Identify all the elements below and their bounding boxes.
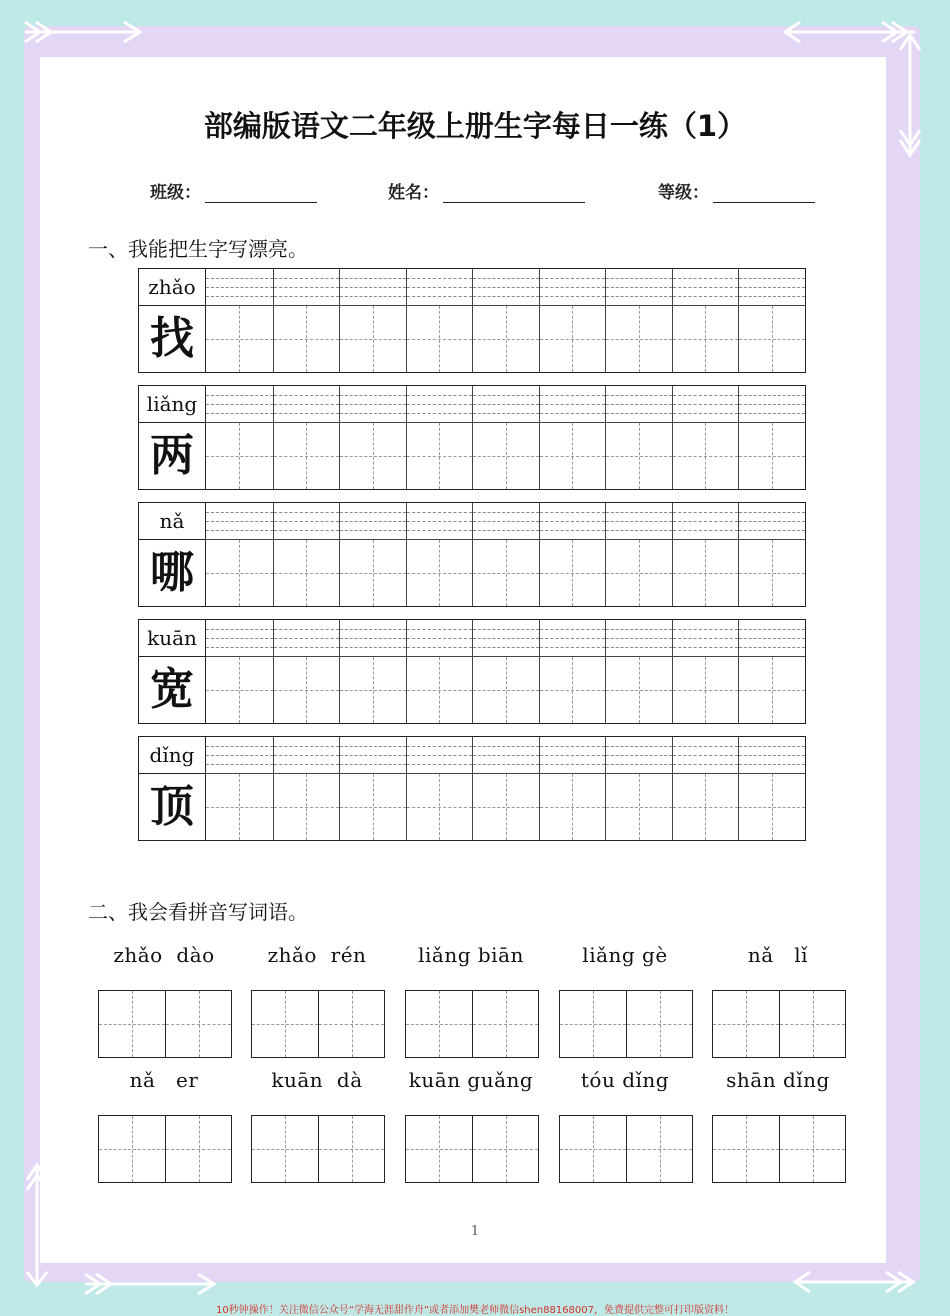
word-char-cell[interactable] xyxy=(318,1116,384,1182)
word-writing-box xyxy=(712,990,846,1058)
word-char-cell[interactable] xyxy=(560,991,626,1057)
section-two-heading: 二、我会看拼音写词语。 xyxy=(88,900,308,924)
hanzi-writing-cell[interactable] xyxy=(472,422,539,489)
pinyin-writing-cell[interactable] xyxy=(339,620,406,656)
hanzi-writing-cell[interactable] xyxy=(672,773,739,840)
model-char-box xyxy=(139,503,206,606)
hanzi-writing-cell[interactable] xyxy=(339,773,406,840)
pinyin-writing-cell[interactable] xyxy=(339,269,406,305)
word-pinyin: kuān dà xyxy=(271,1068,363,1092)
hanzi-writing-cell[interactable] xyxy=(206,539,273,606)
hanzi-writing-cell[interactable] xyxy=(472,539,539,606)
hanzi-writing-cell[interactable] xyxy=(672,422,739,489)
char-hanzi: 两 xyxy=(150,430,194,481)
pinyin-writing-cell[interactable] xyxy=(472,269,539,305)
hanzi-writing-cell[interactable] xyxy=(206,422,273,489)
pinyin-writing-cell[interactable] xyxy=(406,737,473,773)
pinyin-writing-cell[interactable] xyxy=(406,503,473,539)
hanzi-writing-cell[interactable] xyxy=(206,773,273,840)
hanzi-writing-cell[interactable] xyxy=(406,773,473,840)
writing-cells xyxy=(206,269,805,372)
pinyin-writing-cell[interactable] xyxy=(672,620,739,656)
hanzi-writing-cell[interactable] xyxy=(605,422,672,489)
hanzi-writing-cell[interactable] xyxy=(472,656,539,723)
pinyin-writing-cell[interactable] xyxy=(339,503,406,539)
hanzi-writing-cell[interactable] xyxy=(738,422,805,489)
practice-row xyxy=(138,736,806,841)
class-blank[interactable] xyxy=(205,184,317,203)
pinyin-writing-cell[interactable] xyxy=(738,269,805,305)
hanzi-writing-cell[interactable] xyxy=(339,656,406,723)
pinyin-writing-cell[interactable] xyxy=(738,386,805,422)
hanzi-writing-cell[interactable] xyxy=(738,539,805,606)
pinyin-writing-cell[interactable] xyxy=(605,386,672,422)
word-char-cell[interactable] xyxy=(626,1116,692,1182)
pinyin-writing-cell[interactable] xyxy=(605,503,672,539)
pinyin-writing-cell[interactable] xyxy=(672,737,739,773)
word-writing-box xyxy=(559,1115,693,1183)
pinyin-writing-cell[interactable] xyxy=(339,386,406,422)
char-hanzi: 宽 xyxy=(150,664,194,715)
hanzi-writing-cell[interactable] xyxy=(605,773,672,840)
hanzi-writing-cell[interactable] xyxy=(605,656,672,723)
word-pinyin: zhǎo dào xyxy=(113,943,215,967)
pinyin-writing-cell[interactable] xyxy=(738,503,805,539)
word-writing-box xyxy=(712,1115,846,1183)
word-char-cell[interactable] xyxy=(252,1116,318,1182)
pinyin-writing-cell[interactable] xyxy=(406,386,473,422)
hanzi-writing-cell[interactable] xyxy=(273,305,340,372)
arrow-decoration-icon xyxy=(80,1270,220,1298)
hanzi-writing-cell[interactable] xyxy=(472,773,539,840)
pinyin-writing-cell[interactable] xyxy=(539,737,606,773)
name-field xyxy=(388,178,585,203)
hanzi-writing-cell[interactable] xyxy=(539,656,606,723)
word-writing-box xyxy=(98,1115,232,1183)
pinyin-writing-cell[interactable] xyxy=(406,269,473,305)
pinyin-writing-cell[interactable] xyxy=(738,737,805,773)
pinyin-writing-cell[interactable] xyxy=(605,737,672,773)
word-char-cell[interactable] xyxy=(165,1116,231,1182)
word-writing-box xyxy=(405,1115,539,1183)
hanzi-writing-cell[interactable] xyxy=(605,539,672,606)
pinyin-writing-cell[interactable] xyxy=(672,386,739,422)
pinyin-writing-cell[interactable] xyxy=(273,737,340,773)
model-char-box xyxy=(139,620,206,723)
page-title: 部编版语文二年级上册生字每日一练（1） xyxy=(203,109,747,143)
word-pinyin: liǎng gè xyxy=(582,943,668,967)
pinyin-writing-cell[interactable] xyxy=(406,620,473,656)
pinyin-writing-cell[interactable] xyxy=(273,269,340,305)
pinyin-writing-cell[interactable] xyxy=(472,737,539,773)
pinyin-writing-cell[interactable] xyxy=(206,620,273,656)
word-char-cell[interactable] xyxy=(99,991,165,1057)
pinyin-writing-cell[interactable] xyxy=(539,503,606,539)
word-pinyin: nǎ lǐ xyxy=(747,943,809,967)
char-pinyin: liǎng xyxy=(139,386,205,423)
hanzi-writing-cell[interactable] xyxy=(339,539,406,606)
char-pinyin: kuān xyxy=(139,620,205,657)
hanzi-writing-cell[interactable] xyxy=(605,305,672,372)
class-label: 班级： xyxy=(150,183,201,203)
grade-field xyxy=(658,178,815,203)
pinyin-writing-cell[interactable] xyxy=(206,503,273,539)
char-pinyin: dǐng xyxy=(139,737,205,774)
hanzi-writing-cell[interactable] xyxy=(206,656,273,723)
word-char-cell[interactable] xyxy=(472,991,538,1057)
pinyin-writing-cell[interactable] xyxy=(206,269,273,305)
word-char-cell[interactable] xyxy=(472,1116,538,1182)
section-one-heading: 一、我能把生字写漂亮。 xyxy=(88,237,308,261)
char-pinyin: zhǎo xyxy=(139,269,205,306)
word-pinyin: liǎng biān xyxy=(418,943,524,967)
word-char-cell[interactable] xyxy=(165,991,231,1057)
hanzi-writing-cell[interactable] xyxy=(406,305,473,372)
word-char-cell[interactable] xyxy=(713,991,779,1057)
char-pinyin: nǎ xyxy=(139,503,205,540)
word-char-cell[interactable] xyxy=(626,991,692,1057)
class-field xyxy=(150,178,317,203)
hanzi-writing-cell[interactable] xyxy=(339,422,406,489)
arrow-decoration-icon xyxy=(790,1266,920,1298)
practice-row xyxy=(138,385,806,490)
hanzi-writing-cell[interactable] xyxy=(539,305,606,372)
model-char-box xyxy=(139,386,206,489)
hanzi-writing-cell[interactable] xyxy=(738,305,805,372)
pinyin-writing-cell[interactable] xyxy=(472,620,539,656)
pinyin-writing-cell[interactable] xyxy=(539,386,606,422)
char-hanzi: 哪 xyxy=(150,547,194,598)
word-writing-box xyxy=(405,990,539,1058)
writing-cells xyxy=(206,503,805,606)
char-hanzi: 找 xyxy=(150,313,194,364)
hanzi-writing-cell[interactable] xyxy=(539,422,606,489)
word-pinyin: zhǎo rén xyxy=(267,943,367,967)
hanzi-writing-cell[interactable] xyxy=(339,305,406,372)
word-pinyin: kuān guǎng xyxy=(408,1068,534,1092)
hanzi-writing-cell[interactable] xyxy=(539,539,606,606)
word-writing-box xyxy=(251,1115,385,1183)
name-blank[interactable] xyxy=(443,184,585,203)
word-char-cell[interactable] xyxy=(318,991,384,1057)
page-number: 1 xyxy=(470,1224,480,1239)
hanzi-writing-cell[interactable] xyxy=(273,656,340,723)
pinyin-writing-cell[interactable] xyxy=(605,620,672,656)
arrow-decoration-icon xyxy=(20,18,145,46)
pinyin-writing-cell[interactable] xyxy=(472,386,539,422)
pinyin-writing-cell[interactable] xyxy=(273,386,340,422)
pinyin-writing-cell[interactable] xyxy=(539,620,606,656)
pinyin-writing-cell[interactable] xyxy=(273,620,340,656)
hanzi-writing-cell[interactable] xyxy=(406,539,473,606)
practice-row xyxy=(138,502,806,607)
word-char-cell[interactable] xyxy=(560,1116,626,1182)
hanzi-writing-cell[interactable] xyxy=(539,773,606,840)
writing-cells xyxy=(206,737,805,840)
pinyin-writing-cell[interactable] xyxy=(672,503,739,539)
pinyin-writing-cell[interactable] xyxy=(539,269,606,305)
word-char-cell[interactable] xyxy=(406,991,472,1057)
word-writing-box xyxy=(98,990,232,1058)
word-char-cell[interactable] xyxy=(252,991,318,1057)
pinyin-writing-cell[interactable] xyxy=(738,620,805,656)
hanzi-writing-cell[interactable] xyxy=(672,656,739,723)
word-writing-box xyxy=(559,990,693,1058)
grade-label: 等级： xyxy=(658,183,709,203)
practice-row xyxy=(138,268,806,373)
hanzi-writing-cell[interactable] xyxy=(738,656,805,723)
pinyin-writing-cell[interactable] xyxy=(206,737,273,773)
hanzi-writing-cell[interactable] xyxy=(672,305,739,372)
hanzi-writing-cell[interactable] xyxy=(472,305,539,372)
hanzi-writing-cell[interactable] xyxy=(672,539,739,606)
model-char-box xyxy=(139,269,206,372)
pinyin-writing-cell[interactable] xyxy=(605,269,672,305)
writing-cells xyxy=(206,620,805,723)
hanzi-writing-cell[interactable] xyxy=(738,773,805,840)
hanzi-writing-cell[interactable] xyxy=(273,539,340,606)
word-pinyin: tóu dǐng xyxy=(580,1068,670,1092)
pinyin-writing-cell[interactable] xyxy=(339,737,406,773)
pinyin-writing-cell[interactable] xyxy=(273,503,340,539)
pinyin-writing-cell[interactable] xyxy=(472,503,539,539)
word-pinyin: nǎ er xyxy=(129,1068,199,1092)
hanzi-writing-cell[interactable] xyxy=(273,773,340,840)
model-char-box xyxy=(139,737,206,840)
word-char-cell[interactable] xyxy=(779,991,845,1057)
writing-cells xyxy=(206,386,805,489)
word-pinyin: shān dǐng xyxy=(726,1068,830,1092)
grade-blank[interactable] xyxy=(713,184,815,203)
pinyin-writing-cell[interactable] xyxy=(672,269,739,305)
word-writing-box xyxy=(251,990,385,1058)
hanzi-writing-cell[interactable] xyxy=(406,656,473,723)
hanzi-writing-cell[interactable] xyxy=(206,305,273,372)
hanzi-writing-cell[interactable] xyxy=(406,422,473,489)
char-hanzi: 顶 xyxy=(150,781,194,832)
practice-row xyxy=(138,619,806,724)
word-char-cell[interactable] xyxy=(713,1116,779,1182)
word-char-cell[interactable] xyxy=(99,1116,165,1182)
pinyin-writing-cell[interactable] xyxy=(206,386,273,422)
name-label: 姓名： xyxy=(388,183,439,203)
hanzi-writing-cell[interactable] xyxy=(273,422,340,489)
word-char-cell[interactable] xyxy=(406,1116,472,1182)
word-char-cell[interactable] xyxy=(779,1116,845,1182)
footer-note: 10秒钟操作！关注微信公众号“学海无涯甜作舟”或者添加樊老师微信shen88168007，免费提供完整可打印版资料！ xyxy=(215,1305,735,1316)
